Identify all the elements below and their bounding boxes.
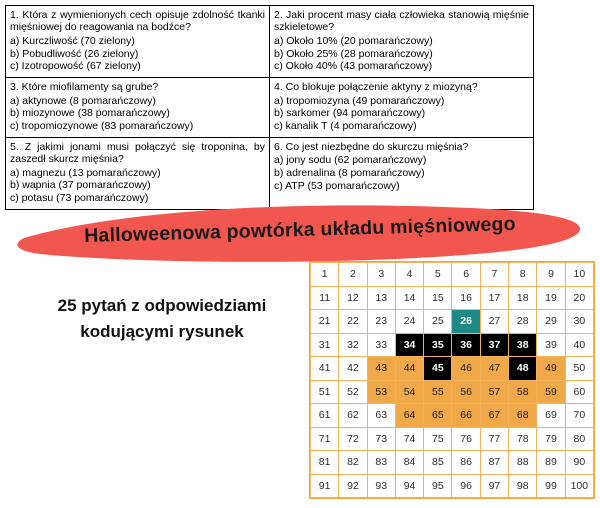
grid-cell[interactable]: 59 (537, 380, 565, 404)
grid-row (311, 286, 594, 310)
grid-cell[interactable]: 39 (537, 333, 565, 357)
grid-cell[interactable]: 34 (395, 333, 423, 357)
grid-cell[interactable]: 40 (565, 333, 593, 357)
grid-cell[interactable]: 89 (537, 451, 565, 475)
grid-cell[interactable]: 9 (537, 263, 565, 287)
answer-option: c) Około 40% (43 pomarańczowy) (274, 60, 433, 73)
grid-cell[interactable]: 64 (395, 404, 423, 428)
banner-shape (0, 194, 600, 266)
question-answers (274, 35, 529, 73)
question-answers (10, 35, 265, 73)
question-cell-1 (6, 6, 270, 78)
grid-cell[interactable]: 87 (480, 451, 508, 475)
answer-option: b) miozynowe (38 pomarańczowy) (10, 107, 170, 120)
question-title: 3. Które miofilamenty są grube? (10, 81, 159, 94)
grid-cell[interactable]: 70 (565, 404, 593, 428)
grid-cell[interactable]: 69 (537, 404, 565, 428)
grid-cell[interactable]: 80 (565, 427, 593, 451)
grid-cell[interactable]: 81 (311, 451, 339, 475)
number-grid-body (311, 263, 594, 498)
grid-row (311, 333, 594, 357)
answer-option: c) Izotropowość (67 zielony) (10, 60, 141, 73)
grid-cell[interactable]: 28 (509, 310, 537, 334)
answer-option: a) Około 10% (20 pomarańczowy) (274, 34, 433, 47)
answer-option: c) tropomiozynowe (83 pomarańczowy) (10, 120, 194, 133)
grid-cell[interactable]: 29 (537, 310, 565, 334)
answer-option: b) adrenalina (8 pomarańczowy) (274, 167, 425, 180)
answer-option: c) kanalik T (4 pomarańczowy) (274, 120, 417, 133)
grid-cell[interactable]: 56 (452, 380, 480, 404)
banner-title: Halloweenowa powtórka układu mięśniowego (83, 212, 517, 247)
grid-cell[interactable]: 10 (565, 263, 593, 287)
grid-cell[interactable]: 82 (339, 451, 367, 475)
grid-cell[interactable]: 74 (395, 427, 423, 451)
grid-row (311, 404, 594, 428)
question-answers (10, 95, 265, 133)
grid-cell[interactable]: 52 (339, 380, 367, 404)
answer-option: b) sarkomer (94 pomarańczowy) (274, 107, 426, 120)
grid-row (311, 427, 594, 451)
answer-option: c) ATP (53 pomarańczowy) (274, 179, 400, 192)
grid-cell[interactable]: 58 (509, 380, 537, 404)
grid-cell[interactable]: 37 (480, 333, 508, 357)
grid-cell[interactable]: 30 (565, 310, 593, 334)
banner (0, 194, 600, 266)
table-row (6, 78, 534, 138)
grid-cell[interactable]: 51 (311, 380, 339, 404)
grid-cell[interactable]: 85 (424, 451, 452, 475)
grid-cell[interactable]: 36 (452, 333, 480, 357)
answer-option: a) jony sodu (62 pomarańczowy) (274, 154, 427, 167)
grid-cell[interactable]: 27 (480, 310, 508, 334)
grid-cell[interactable]: 43 (367, 357, 395, 381)
number-grid (309, 261, 595, 499)
grid-row (311, 451, 594, 475)
grid-cell[interactable]: 38 (509, 333, 537, 357)
grid-cell[interactable]: 31 (311, 333, 339, 357)
grid-cell[interactable]: 14 (395, 286, 423, 310)
grid-cell[interactable]: 16 (452, 286, 480, 310)
grid-cell[interactable]: 25 (424, 310, 452, 334)
grid-cell[interactable]: 57 (480, 380, 508, 404)
question-title: 6. Co jest niezbędne do skurczu mięśnia? (274, 140, 469, 153)
grid-cell[interactable]: 42 (339, 357, 367, 381)
grid-cell[interactable]: 72 (339, 427, 367, 451)
answer-option: b) Pobudliwość (26 zielony) (10, 47, 139, 60)
grid-cell[interactable]: 21 (311, 310, 339, 334)
grid-cell[interactable]: 33 (367, 333, 395, 357)
grid-cell[interactable]: 68 (509, 404, 537, 428)
caption-line-2: kodującymi rysunek (80, 322, 244, 342)
grid-row (311, 380, 594, 404)
answer-option: a) Kurczliwość (70 zielony) (10, 34, 135, 47)
grid-cell[interactable]: 45 (424, 357, 452, 381)
grid-cell[interactable]: 13 (367, 286, 395, 310)
grid-cell[interactable]: 99 (537, 474, 565, 498)
grid-cell[interactable]: 71 (311, 427, 339, 451)
answer-option: a) tropomiozyna (49 pomarańczowy) (274, 94, 445, 107)
grid-cell[interactable]: 18 (509, 286, 537, 310)
answer-option: c) potasu (73 pomarańczowy) (10, 192, 149, 205)
grid-cell[interactable]: 47 (480, 357, 508, 381)
grid-cell[interactable]: 17 (480, 286, 508, 310)
grid-cell[interactable]: 88 (509, 451, 537, 475)
grid-cell[interactable]: 60 (565, 380, 593, 404)
grid-cell[interactable]: 19 (537, 286, 565, 310)
grid-cell[interactable]: 78 (509, 427, 537, 451)
grid-cell[interactable]: 44 (395, 357, 423, 381)
grid-cell[interactable]: 4 (395, 263, 423, 287)
grid-cell[interactable]: 86 (452, 451, 480, 475)
grid-cell[interactable]: 22 (339, 310, 367, 334)
answer-option: b) Około 25% (28 pomarańczowy) (274, 47, 433, 60)
table-row (6, 6, 534, 78)
grid-cell[interactable]: 53 (367, 380, 395, 404)
question-cell-3 (6, 78, 270, 138)
grid-cell[interactable]: 12 (339, 286, 367, 310)
caption (22, 293, 302, 346)
grid-cell[interactable]: 91 (311, 474, 339, 498)
grid-row (311, 357, 594, 381)
grid-cell[interactable]: 65 (424, 404, 452, 428)
grid-cell[interactable]: 35 (424, 333, 452, 357)
grid-cell[interactable]: 62 (339, 404, 367, 428)
grid-cell[interactable]: 23 (367, 310, 395, 334)
grid-cell[interactable]: 92 (339, 474, 367, 498)
answer-option: a) magnezu (13 pomarańczowy) (10, 166, 161, 179)
grid-cell[interactable]: 5 (424, 263, 452, 287)
question-title: 4. Co blokuje połączenie aktyny z miozyną? (274, 81, 478, 94)
grid-cell[interactable]: 67 (480, 404, 508, 428)
grid-cell[interactable]: 46 (452, 357, 480, 381)
grid-cell[interactable]: 95 (424, 474, 452, 498)
grid-row (311, 474, 594, 498)
grid-cell[interactable]: 6 (452, 263, 480, 287)
grid-cell[interactable]: 63 (367, 404, 395, 428)
grid-cell[interactable]: 41 (311, 357, 339, 381)
grid-cell[interactable]: 26 (452, 310, 480, 334)
grid-cell[interactable]: 48 (509, 357, 537, 381)
question-cell-4 (270, 78, 534, 138)
grid-cell[interactable]: 84 (395, 451, 423, 475)
grid-row (311, 263, 594, 287)
grid-cell[interactable]: 83 (367, 451, 395, 475)
grid-cell[interactable]: 11 (311, 286, 339, 310)
grid-cell[interactable]: 98 (509, 474, 537, 498)
questions-table (5, 5, 534, 210)
number-grid-table (310, 262, 594, 498)
questions-table-body (6, 6, 534, 210)
question-title: 2. Jaki procent masy ciała człowieka stanowią mięśnie szkieletowe? (274, 9, 529, 34)
grid-cell[interactable]: 73 (367, 427, 395, 451)
grid-cell[interactable]: 93 (367, 474, 395, 498)
grid-cell[interactable]: 32 (339, 333, 367, 357)
grid-row (311, 310, 594, 334)
grid-cell[interactable]: 15 (424, 286, 452, 310)
question-title: 5. Z jakimi jonami musi połączyć się troponina, by zaszedł skurcz mięśnia? (10, 140, 265, 166)
grid-cell[interactable]: 100 (565, 474, 593, 498)
grid-cell[interactable]: 55 (424, 380, 452, 404)
grid-cell[interactable]: 20 (565, 286, 593, 310)
caption-line-1: 25 pytań z odpowiedziami (57, 296, 267, 315)
grid-cell[interactable]: 49 (537, 357, 565, 381)
grid-cell[interactable]: 90 (565, 451, 593, 475)
grid-cell[interactable]: 8 (509, 263, 537, 287)
grid-cell[interactable]: 61 (311, 404, 339, 428)
grid-cell[interactable]: 75 (424, 427, 452, 451)
grid-cell[interactable]: 77 (480, 427, 508, 451)
grid-cell[interactable]: 66 (452, 404, 480, 428)
grid-cell[interactable]: 2 (339, 263, 367, 287)
grid-cell[interactable]: 79 (537, 427, 565, 451)
question-cell-2 (270, 6, 534, 78)
grid-cell[interactable]: 1 (311, 263, 339, 287)
grid-cell[interactable]: 54 (395, 380, 423, 404)
grid-cell[interactable]: 94 (395, 474, 423, 498)
grid-cell[interactable]: 7 (480, 263, 508, 287)
question-answers (274, 95, 529, 133)
answer-option: b) wapnia (37 pomarańczowy) (10, 179, 151, 192)
grid-cell[interactable]: 50 (565, 357, 593, 381)
grid-cell[interactable]: 24 (395, 310, 423, 334)
grid-cell[interactable]: 96 (452, 474, 480, 498)
answer-option: a) aktynowe (8 pomarańczowy) (10, 94, 156, 107)
question-answers (274, 154, 529, 192)
grid-cell[interactable]: 97 (480, 474, 508, 498)
grid-cell[interactable]: 76 (452, 427, 480, 451)
grid-cell[interactable]: 3 (367, 263, 395, 287)
question-title: 1. Która z wymienionych cech opisuje zdolność tkanki mięśniowej do reagowania na bodźce? (10, 9, 265, 34)
